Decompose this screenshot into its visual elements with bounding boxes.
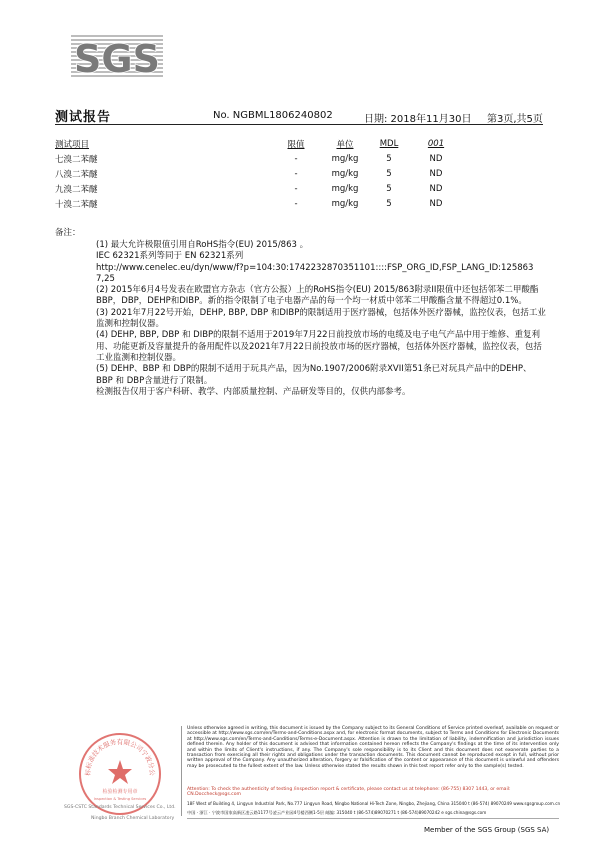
seal-en-line1: Inspection & Testing Services bbox=[93, 797, 147, 801]
disclaimer-text: Unless otherwise agreed in writing, this document is issued by the Company subject to its General Conditions of Service printed overleaf, available on request or accessible at http://www.sgs.com/en/Terms-and-Conditions.aspx and, for electronic format documents, subject to Terms and Conditions for Electronic Documents at http://www.sgs.com/en/Terms-and-Conditions/Terms-e-Document.aspx. Attention is drawn to the limitation of liability, indemnification and jurisdiction issues defined therein. Any holder of this document is advised that information contained hereon reflects the Company's findings at the time of its intervention only and within the limits of Client's instructions, if any. The Company's sole responsibility is to its Client and this document does not exonerate parties to a transaction from exercising all their rights and obligations under the transaction documents. This document cannot be reproduced except in full, without prior written approval of the Company. Any unauthorized alteration, forgery or falsification of the content or appearance of this document is unlawful and offenders may be prosecuted to the fullest extent of the law. Unless otherwise stated the results shown in this test report refer only to the sample(s) tested. bbox=[187, 726, 559, 769]
cell-unit: mg/kg bbox=[331, 153, 359, 164]
page-indicator: 第3页,共5页 bbox=[487, 114, 543, 125]
footer-disclaimer bbox=[187, 726, 559, 769]
note-1-url-cont: 7,25 bbox=[96, 273, 115, 284]
cell-item: 十溴二苯醚 bbox=[55, 199, 98, 210]
cell-unit: mg/kg bbox=[331, 168, 359, 179]
note-1-standard: IEC 62321系列等同于 EN 62321系列 bbox=[96, 251, 244, 262]
note-2: (2) 2015年6月4号发表在欧盟官方杂志（官方公报）上的RoHS指令(EU) 2015/863附录II限值中还包括邻苯二甲酸酯BBP，DBP，DEHP和DIBP。新的指令限制了电子电器产品的每一个均一材质中邻苯二甲酸酯含量不得超过0.1%。 bbox=[96, 285, 539, 307]
results-table bbox=[55, 136, 468, 211]
attention-text: Attention: To check the authenticity of testing /inspection report & certificate, please contact us at telephone: (86-755) 8307 1443, or email: CN.Doccheck@sgs.com bbox=[187, 787, 511, 798]
star-icon bbox=[108, 760, 132, 784]
cell-limit: - bbox=[294, 153, 298, 164]
member-line: Member of the SGS Group (SGS SA) bbox=[424, 826, 550, 834]
sgs-logo-graphic bbox=[71, 34, 163, 78]
header-test-item: 测试项目 bbox=[55, 139, 90, 150]
table-row bbox=[55, 166, 468, 181]
table-row bbox=[55, 181, 468, 196]
header-limit: 限值 bbox=[287, 139, 305, 150]
cell-result: ND bbox=[429, 183, 443, 194]
address-english: 18F West of Building 4, Lingyun Industrial Park, No.777 Lingyun Road, Ningbo National Hi-Tech Zone, Ningbo, Zhejiang, China 315040 t (86-574) 89070249 www.sgsgroup.com.cn bbox=[187, 801, 561, 806]
cell-unit: mg/kg bbox=[331, 198, 359, 209]
cell-mdl: 5 bbox=[386, 168, 392, 179]
note-1: (1) 最大允许极限值引用自RoHS指令(EU) 2015/863 。 bbox=[96, 240, 309, 250]
svg-text:通标标准技术服务有限公司宁波分公司 bbox=[63, 722, 157, 776]
header-sample-001: 001 bbox=[427, 138, 445, 149]
cell-limit: - bbox=[294, 198, 298, 209]
seal-en-line3: Ningbo Branch Chemical Laboratory bbox=[91, 816, 175, 821]
cell-mdl: 5 bbox=[386, 198, 392, 209]
note-3: (3) 2021年7月22号开始，DEHP, BBP, DBP 和DIBP的限制适用于医疗器械，包括体外医疗器械，监控仪表，包括工业监测和控制仪器。 bbox=[96, 307, 546, 330]
notes-label: 备注： bbox=[55, 228, 81, 238]
cell-result: ND bbox=[429, 168, 443, 179]
note-4: (4) DEHP, BBP, DBP 和 DIBP的限制不适用于2019年7月22日前投放市场的电缆及电子电气产品中用于维修、重复利用、功能更新及容量提升的备用配件以及2021年7月22日前投放市场的医疗器械，包括体外医疗器械，监控仪表，包括工业监测和控制仪器。 bbox=[96, 330, 542, 363]
cell-item: 八溴二苯醚 bbox=[55, 169, 98, 180]
header-rule bbox=[55, 124, 543, 125]
cell-item: 九溴二苯醚 bbox=[55, 184, 98, 195]
table-header-row bbox=[55, 136, 468, 151]
footer-rule bbox=[187, 818, 559, 819]
note-disclaimer: 检测报告仅用于客户科研、教学、内部质量控制、产品研发等目的，仅供内部参考。 bbox=[96, 386, 411, 397]
header-mdl: MDL bbox=[379, 138, 399, 149]
official-seal bbox=[63, 722, 177, 826]
seal-arc-text: 标标准技术服务有限公司宁波分公 bbox=[83, 738, 157, 776]
seal-center-text: 检验检测专用章 bbox=[102, 789, 138, 795]
footer-attention bbox=[187, 787, 559, 798]
cell-mdl: 5 bbox=[386, 153, 392, 164]
cell-result: ND bbox=[429, 153, 443, 164]
table-row bbox=[55, 151, 468, 166]
table-row bbox=[55, 196, 468, 211]
report-date: 日期: 2018年11月30日 bbox=[364, 114, 472, 125]
cell-item: 七溴二苯醚 bbox=[55, 154, 98, 165]
report-title: 测试报告 bbox=[55, 110, 112, 125]
address-chinese: 中国 · 浙江 · 宁波市国家高新区凌云路1177号凌云产业园4号楼西侧1-5层 邮编: 315040 t (86-574)89070271 t (86-574)89070242 e sgs.china@sgs.com bbox=[187, 810, 487, 815]
note-1-url: http://www.cenelec.eu/dyn/www/f?p=104:30:1742232870351101::::FSP_ORG_ID,FSP_LANG_ID:125863 bbox=[96, 262, 534, 273]
seal-graphic bbox=[63, 722, 177, 826]
sgs-logo-text: SGS bbox=[74, 37, 160, 78]
cell-unit: mg/kg bbox=[331, 183, 359, 194]
sgs-logo bbox=[71, 34, 163, 78]
cell-limit: - bbox=[294, 168, 298, 179]
cell-limit: - bbox=[294, 183, 298, 194]
cell-result: ND bbox=[429, 198, 443, 209]
notes-block bbox=[96, 240, 546, 398]
cell-mdl: 5 bbox=[386, 183, 392, 194]
note-5: (5) DEHP、BBP 和 DBP的限制不适用于玩具产品，因为No.1907/2006附录XVII第51条已对玩具产品中的DEHP、BBP 和 DBP含量进行了限制。 bbox=[96, 364, 532, 386]
seal-en-line2: SGS-CSTC Standards Technical Services Co., Ltd. bbox=[64, 805, 176, 810]
report-number: No. NGBML1806240802 bbox=[213, 110, 333, 121]
footer-divider bbox=[181, 726, 182, 816]
header-unit: 单位 bbox=[336, 139, 354, 150]
